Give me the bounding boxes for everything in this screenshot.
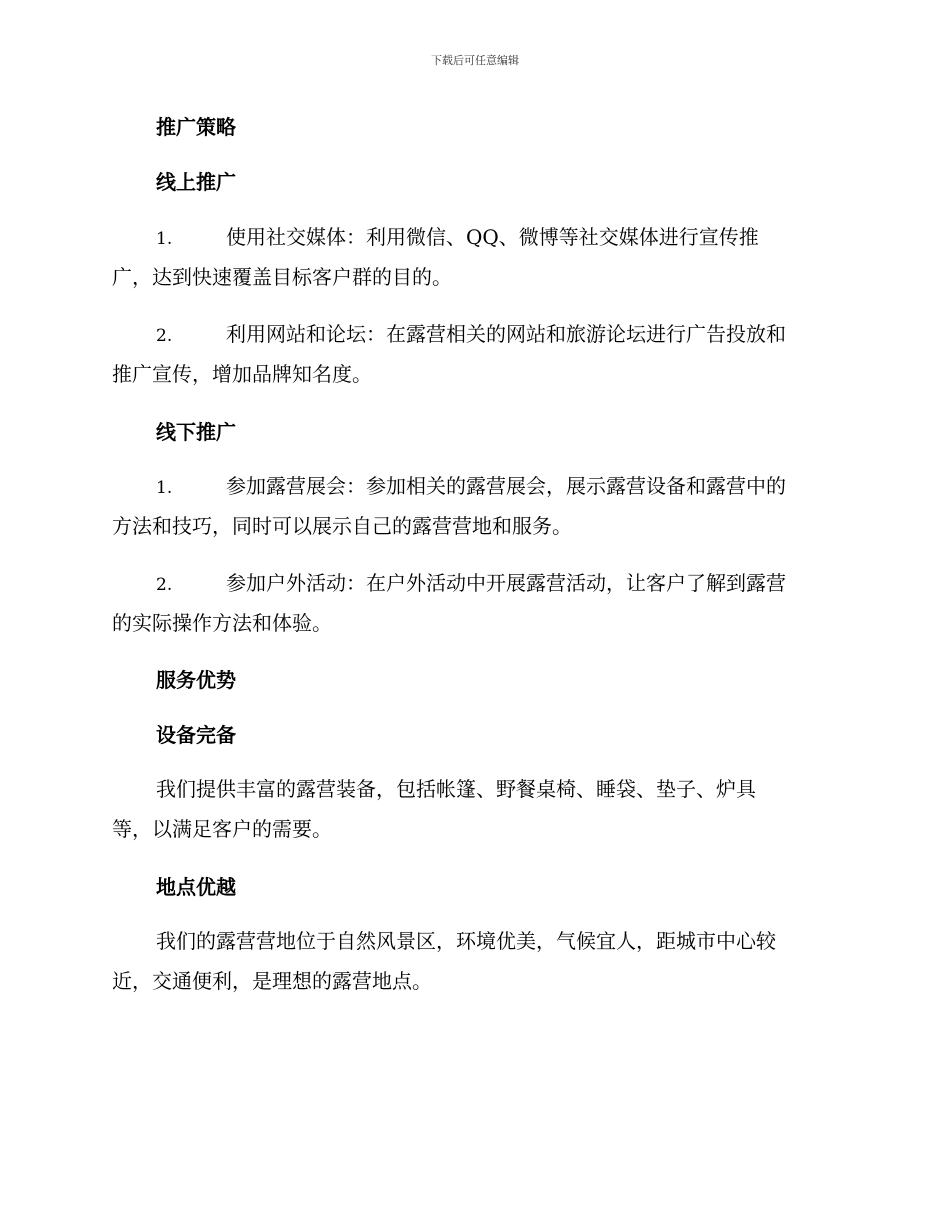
offline-item-1: [112, 466, 834, 546]
paragraph-text: 广，达到快速覆盖目标客户群的目的。: [112, 265, 452, 289]
paragraph-text: 我们提供丰富的露营装备，包括帐篷、野餐桌椅、睡袋、垫子、炉具: [156, 777, 756, 801]
list-number: 2.: [156, 326, 173, 346]
heading-online-promotion: 线上推广: [156, 170, 236, 194]
paragraph-text: 方法和技巧，同时可以展示自己的露营营地和服务。: [112, 514, 572, 538]
online-item-1: [112, 217, 834, 297]
heading-offline-promotion: 线下推广: [156, 420, 236, 444]
paragraph-text: 使用社交媒体：利用微信、QQ、微博等社交媒体进行宣传推: [226, 225, 759, 249]
paragraph-text: 等，以满足客户的需要。: [112, 817, 332, 841]
offline-item-2: [112, 563, 834, 643]
paragraph-text: 的实际操作方法和体验。: [112, 611, 332, 635]
paragraph-text: 参加露营展会：参加相关的露营展会，展示露营设备和露营中的: [226, 474, 786, 498]
paragraph-text: 利用网站和论坛：在露营相关的网站和旅游论坛进行广告投放和: [226, 322, 786, 346]
heading-complete-equipment: 设备完备: [156, 723, 236, 747]
page-header: 下载后可任意编辑: [431, 54, 519, 67]
paragraph-text: 近，交通便利，是理想的露营地点。: [112, 969, 432, 993]
list-number: 1.: [156, 478, 173, 498]
heading-service-advantages: 服务优势: [156, 668, 236, 692]
online-item-2: [112, 314, 834, 394]
paragraph-text: 推广宣传，增加品牌知名度。: [112, 362, 372, 386]
list-number: 1.: [156, 229, 173, 249]
list-number: 2.: [156, 575, 173, 595]
equipment-paragraph: [112, 769, 834, 849]
paragraph-text: 我们的露营营地位于自然风景区，环境优美，气候宜人，距城市中心较: [156, 929, 776, 953]
paragraph-text: 参加户外活动：在户外活动中开展露营活动，让客户了解到露营: [226, 571, 786, 595]
heading-superior-location: 地点优越: [156, 875, 236, 899]
heading-promotion-strategy: 推广策略: [156, 115, 236, 139]
location-paragraph: [112, 921, 834, 1001]
